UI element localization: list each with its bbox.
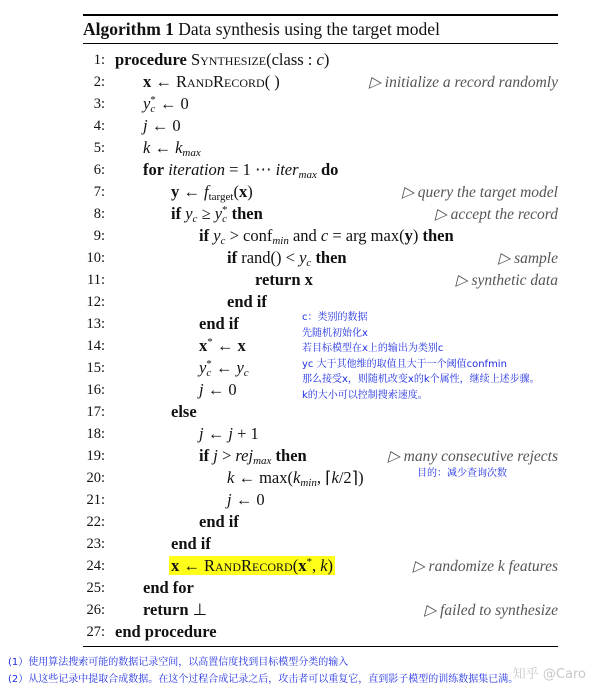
algorithm-title <box>83 19 440 40</box>
top-rule <box>83 14 558 16</box>
title-rule <box>83 43 558 44</box>
line-11: 11: return x ▷ synthetic data <box>87 270 558 289</box>
line-12: 12: end if <box>86 292 267 311</box>
annotation-line: yc 大于其他维的取值且大于一个阈值confmin <box>302 358 507 370</box>
line-5: 5: k ← $k_{max}$ <box>93 138 201 159</box>
comment-line-2: ▷ initialize a record randomly <box>368 74 558 91</box>
line-20: 20: k ← $\max(k_{min}$, ⌈k/2⌉) <box>86 468 364 489</box>
comment-line-19: ▷ many consecutive rejects <box>387 448 558 465</box>
line-13: 13: end if <box>86 314 239 333</box>
bottom-rule <box>83 646 558 647</box>
footnote-1: (1）使用算法搜索可能的数据记录空间，以高置信度找到目标模型分类的输入 <box>8 657 349 668</box>
line-8: 8: if $y_c \ge y_c^*$ then ▷ accept the record <box>93 204 558 225</box>
line-10: 10: if rand() < $y_c$ then ▷ sample <box>86 248 558 269</box>
line-15: 15: $y_c^*$ ← $y_c$ <box>86 358 249 379</box>
comment-line-26: ▷ failed to synthesize <box>424 602 558 619</box>
annotation-line: 那么接受x，则随机改变x的k个属性，继续上述步骤。 <box>302 374 540 385</box>
line-23: 23: end if <box>86 534 211 553</box>
annotation-purpose: 目的：减少查询次数 <box>417 468 507 479</box>
line-19: 19: if j > rej$_{max}$ then ▷ many consecutive rejects <box>86 446 558 467</box>
watermark: 知乎 @Caro <box>512 667 586 682</box>
line-1: 1: procedure Synthesize(class : c) <box>93 50 330 69</box>
line-24: 24: x ← RandRecord(x*, k) ▷ randomize k features <box>86 556 558 575</box>
footnote-2: (2）从这些记录中提取合成数据。在这个过程合成记录之后，攻击者可以重复它，直到影子模型的训练数据集已满。 <box>8 674 519 685</box>
line-14: 14: x* ← x <box>86 336 246 355</box>
line-7: 7: y ← $f_{target}(x)$ ▷ query the target model <box>93 182 558 203</box>
line-9: 9: if $y_c$ > conf$_{min}$ and c = arg max(y) then <box>93 226 454 247</box>
annotation-line: c：类别的数据 <box>302 312 368 323</box>
highlight-randomize: x ← RandRecord(x*, k) <box>171 556 334 575</box>
annotation-line: k的大小可以控制搜索速度。 <box>302 389 428 401</box>
line-26: 26: return ⊥ ▷ failed to synthesize <box>86 600 558 619</box>
line-27: 27: end procedure <box>86 622 217 641</box>
line-22: 22: end if <box>86 512 239 531</box>
comment-line-7: ▷ query the target model <box>402 184 558 201</box>
line-2: 2: x ← RandRecord( ) ▷ initialize a record randomly <box>93 72 558 91</box>
line-16: 16: j ← 0 <box>86 380 237 399</box>
comment-line-24: ▷ randomize k features <box>412 558 558 575</box>
line-6: 6: for iteration = 1 ⋯ iter$_{max}$ do <box>93 160 339 181</box>
algorithm-label: Algorithm 1 <box>83 19 174 39</box>
line-25: 25: end for <box>86 578 194 597</box>
line-4: 4: j ← 0 <box>93 116 181 135</box>
comment-line-10: ▷ sample <box>498 250 558 267</box>
comment-line-11: ▷ synthetic data <box>455 272 558 289</box>
line-21: 21: j ← 0 <box>86 490 265 509</box>
line-17: 17: else <box>86 402 197 421</box>
annotation-block <box>302 310 540 403</box>
annotation-line: 先随机初始化x <box>302 327 368 339</box>
annotation-line: 若目标模型在x上的输出为类别c <box>302 343 444 354</box>
line-3: 3: $y_c^*$ ← 0 <box>93 94 189 115</box>
line-18: 18: j ← j + 1 <box>86 424 259 443</box>
algorithm-caption: Data synthesis using the target model <box>178 19 440 39</box>
comment-line-8: ▷ accept the record <box>434 206 558 223</box>
